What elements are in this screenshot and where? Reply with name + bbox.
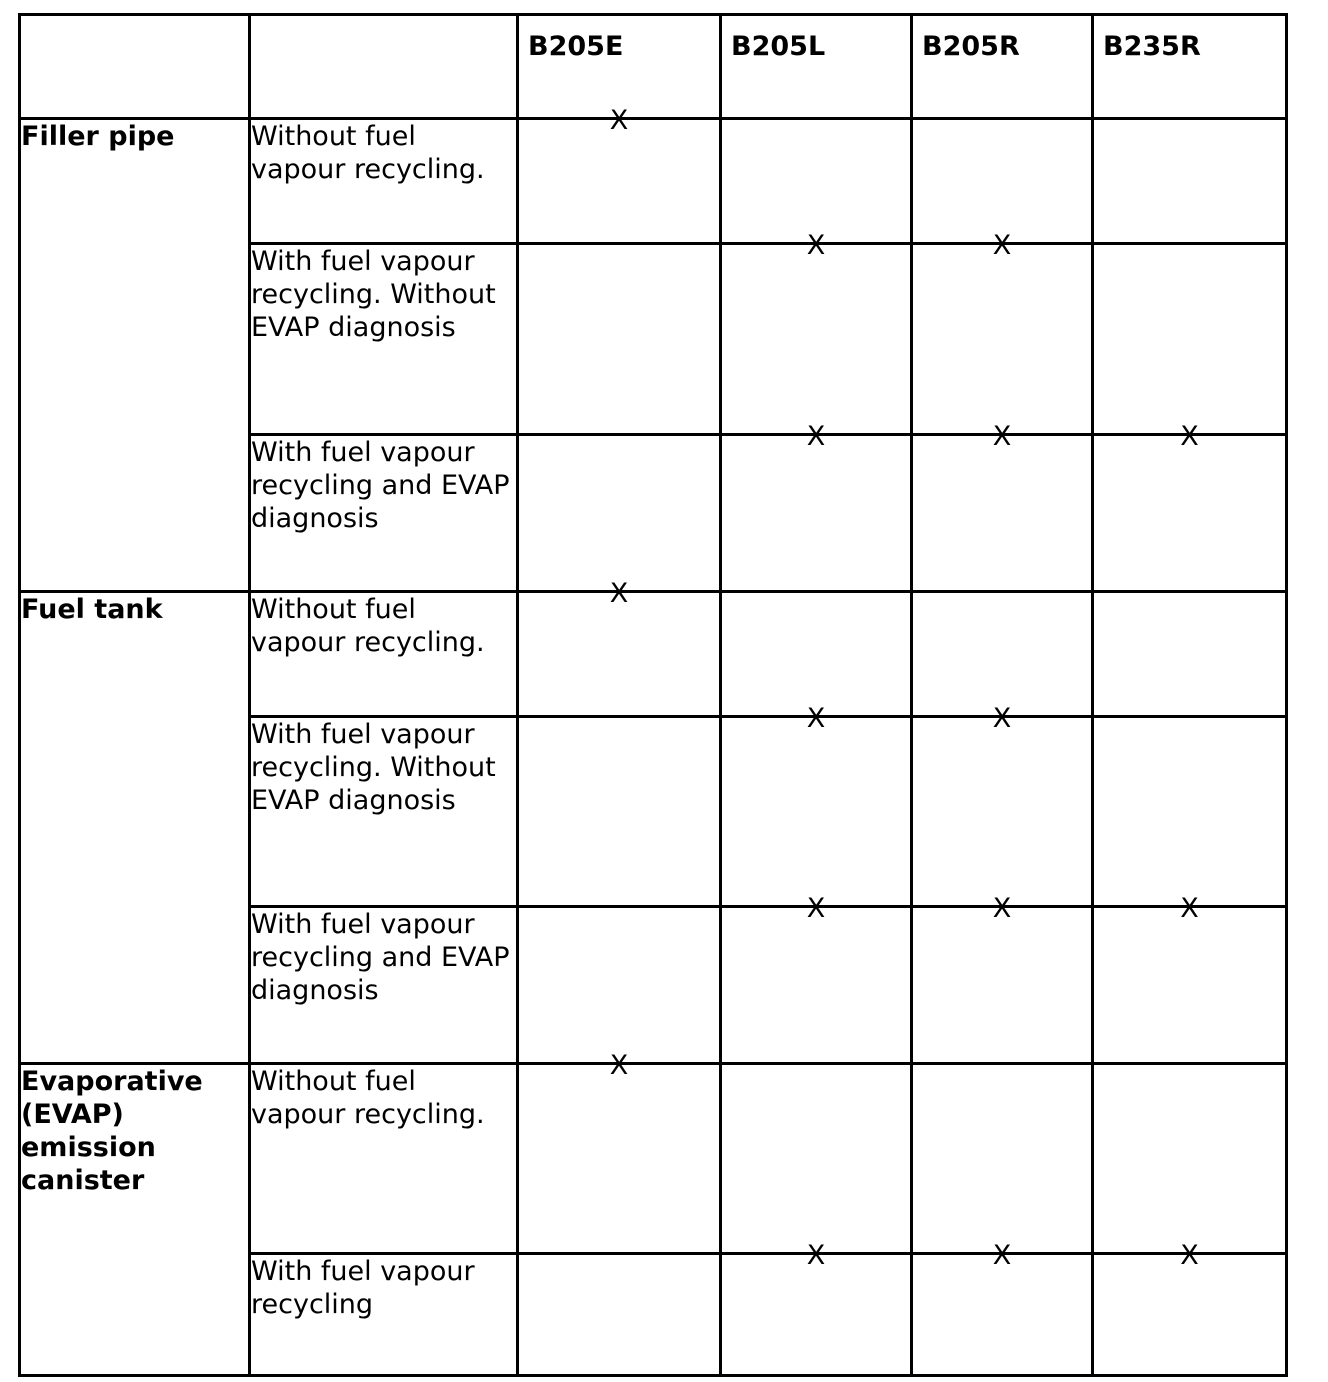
mark-cell	[721, 1240, 912, 1376]
header-model-b205l: B205L	[721, 15, 912, 119]
mark-cell	[721, 230, 912, 435]
mark-cell	[912, 592, 1093, 717]
mark-cell	[721, 703, 912, 907]
mark-cell	[721, 893, 912, 1064]
group-label-filler-pipe: Filler pipe	[20, 119, 250, 592]
header-row	[20, 15, 1287, 119]
mark-cell	[518, 1050, 721, 1254]
table-row	[20, 1064, 1287, 1254]
mark: X	[609, 578, 629, 609]
mark: X	[1180, 1240, 1199, 1271]
mark-cell	[1093, 244, 1287, 435]
mark: X	[609, 1050, 629, 1081]
mark-cell	[1093, 421, 1287, 592]
engine-applicability-table	[18, 13, 1288, 1377]
variant-cell: With fuel vapour recycling. Without EVAP diagnosis	[250, 244, 518, 435]
mark-cell	[1093, 1240, 1287, 1376]
variant-cell: Without fuel vapour recycling.	[250, 119, 518, 244]
variant-cell: With fuel vapour recycling	[250, 1254, 518, 1376]
mark: X	[992, 703, 1012, 734]
mark: X	[806, 421, 826, 452]
mark: X	[806, 893, 826, 924]
header-cell-blank-2	[250, 15, 518, 119]
mark-cell	[912, 703, 1093, 907]
mark: X	[992, 893, 1012, 924]
mark: X	[806, 703, 826, 734]
mark: X	[806, 230, 826, 261]
mark-cell	[912, 421, 1093, 592]
mark-cell	[518, 578, 721, 717]
mark-cell	[518, 907, 721, 1064]
mark-cell	[518, 105, 721, 244]
mark: X	[992, 421, 1012, 452]
mark-cell	[1093, 893, 1287, 1064]
mark-cell	[721, 592, 912, 717]
mark-cell	[912, 119, 1093, 244]
mark: X	[1180, 421, 1199, 452]
group-label-fuel-tank: Fuel tank	[20, 592, 250, 1064]
header-cell-blank-1	[20, 15, 250, 119]
mark-cell	[518, 244, 721, 435]
mark-cell	[912, 1240, 1093, 1376]
variant-cell: Without fuel vapour recycling.	[250, 1064, 518, 1254]
mark-cell	[912, 230, 1093, 435]
mark-cell	[1093, 1064, 1287, 1254]
mark-cell	[1093, 592, 1287, 717]
mark-cell	[518, 1254, 721, 1376]
header-model-b205r: B205R	[912, 15, 1093, 119]
mark-cell	[721, 1064, 912, 1254]
mark: X	[1180, 893, 1199, 924]
mark-cell	[1093, 119, 1287, 244]
mark-cell	[912, 1064, 1093, 1254]
mark: X	[806, 1240, 826, 1271]
header-model-b235r: B235R	[1093, 15, 1287, 119]
mark-cell	[1093, 717, 1287, 907]
mark: X	[992, 230, 1012, 261]
table-row	[20, 592, 1287, 717]
mark-cell	[721, 421, 912, 592]
group-label-evap-canister: Evaporative (EVAP) emission canister	[20, 1064, 250, 1376]
variant-cell: With fuel vapour recycling and EVAP diagnosis	[250, 435, 518, 592]
variant-cell: With fuel vapour recycling and EVAP diagnosis	[250, 907, 518, 1064]
variant-cell: Without fuel vapour recycling.	[250, 592, 518, 717]
variant-cell: With fuel vapour recycling. Without EVAP diagnosis	[250, 717, 518, 907]
mark: X	[992, 1240, 1012, 1271]
mark-cell	[518, 435, 721, 592]
mark-cell	[912, 893, 1093, 1064]
mark-cell	[721, 119, 912, 244]
mark: X	[609, 105, 629, 136]
mark-cell	[518, 717, 721, 907]
table-row	[20, 119, 1287, 244]
header-model-b205e: B205E	[518, 15, 721, 119]
